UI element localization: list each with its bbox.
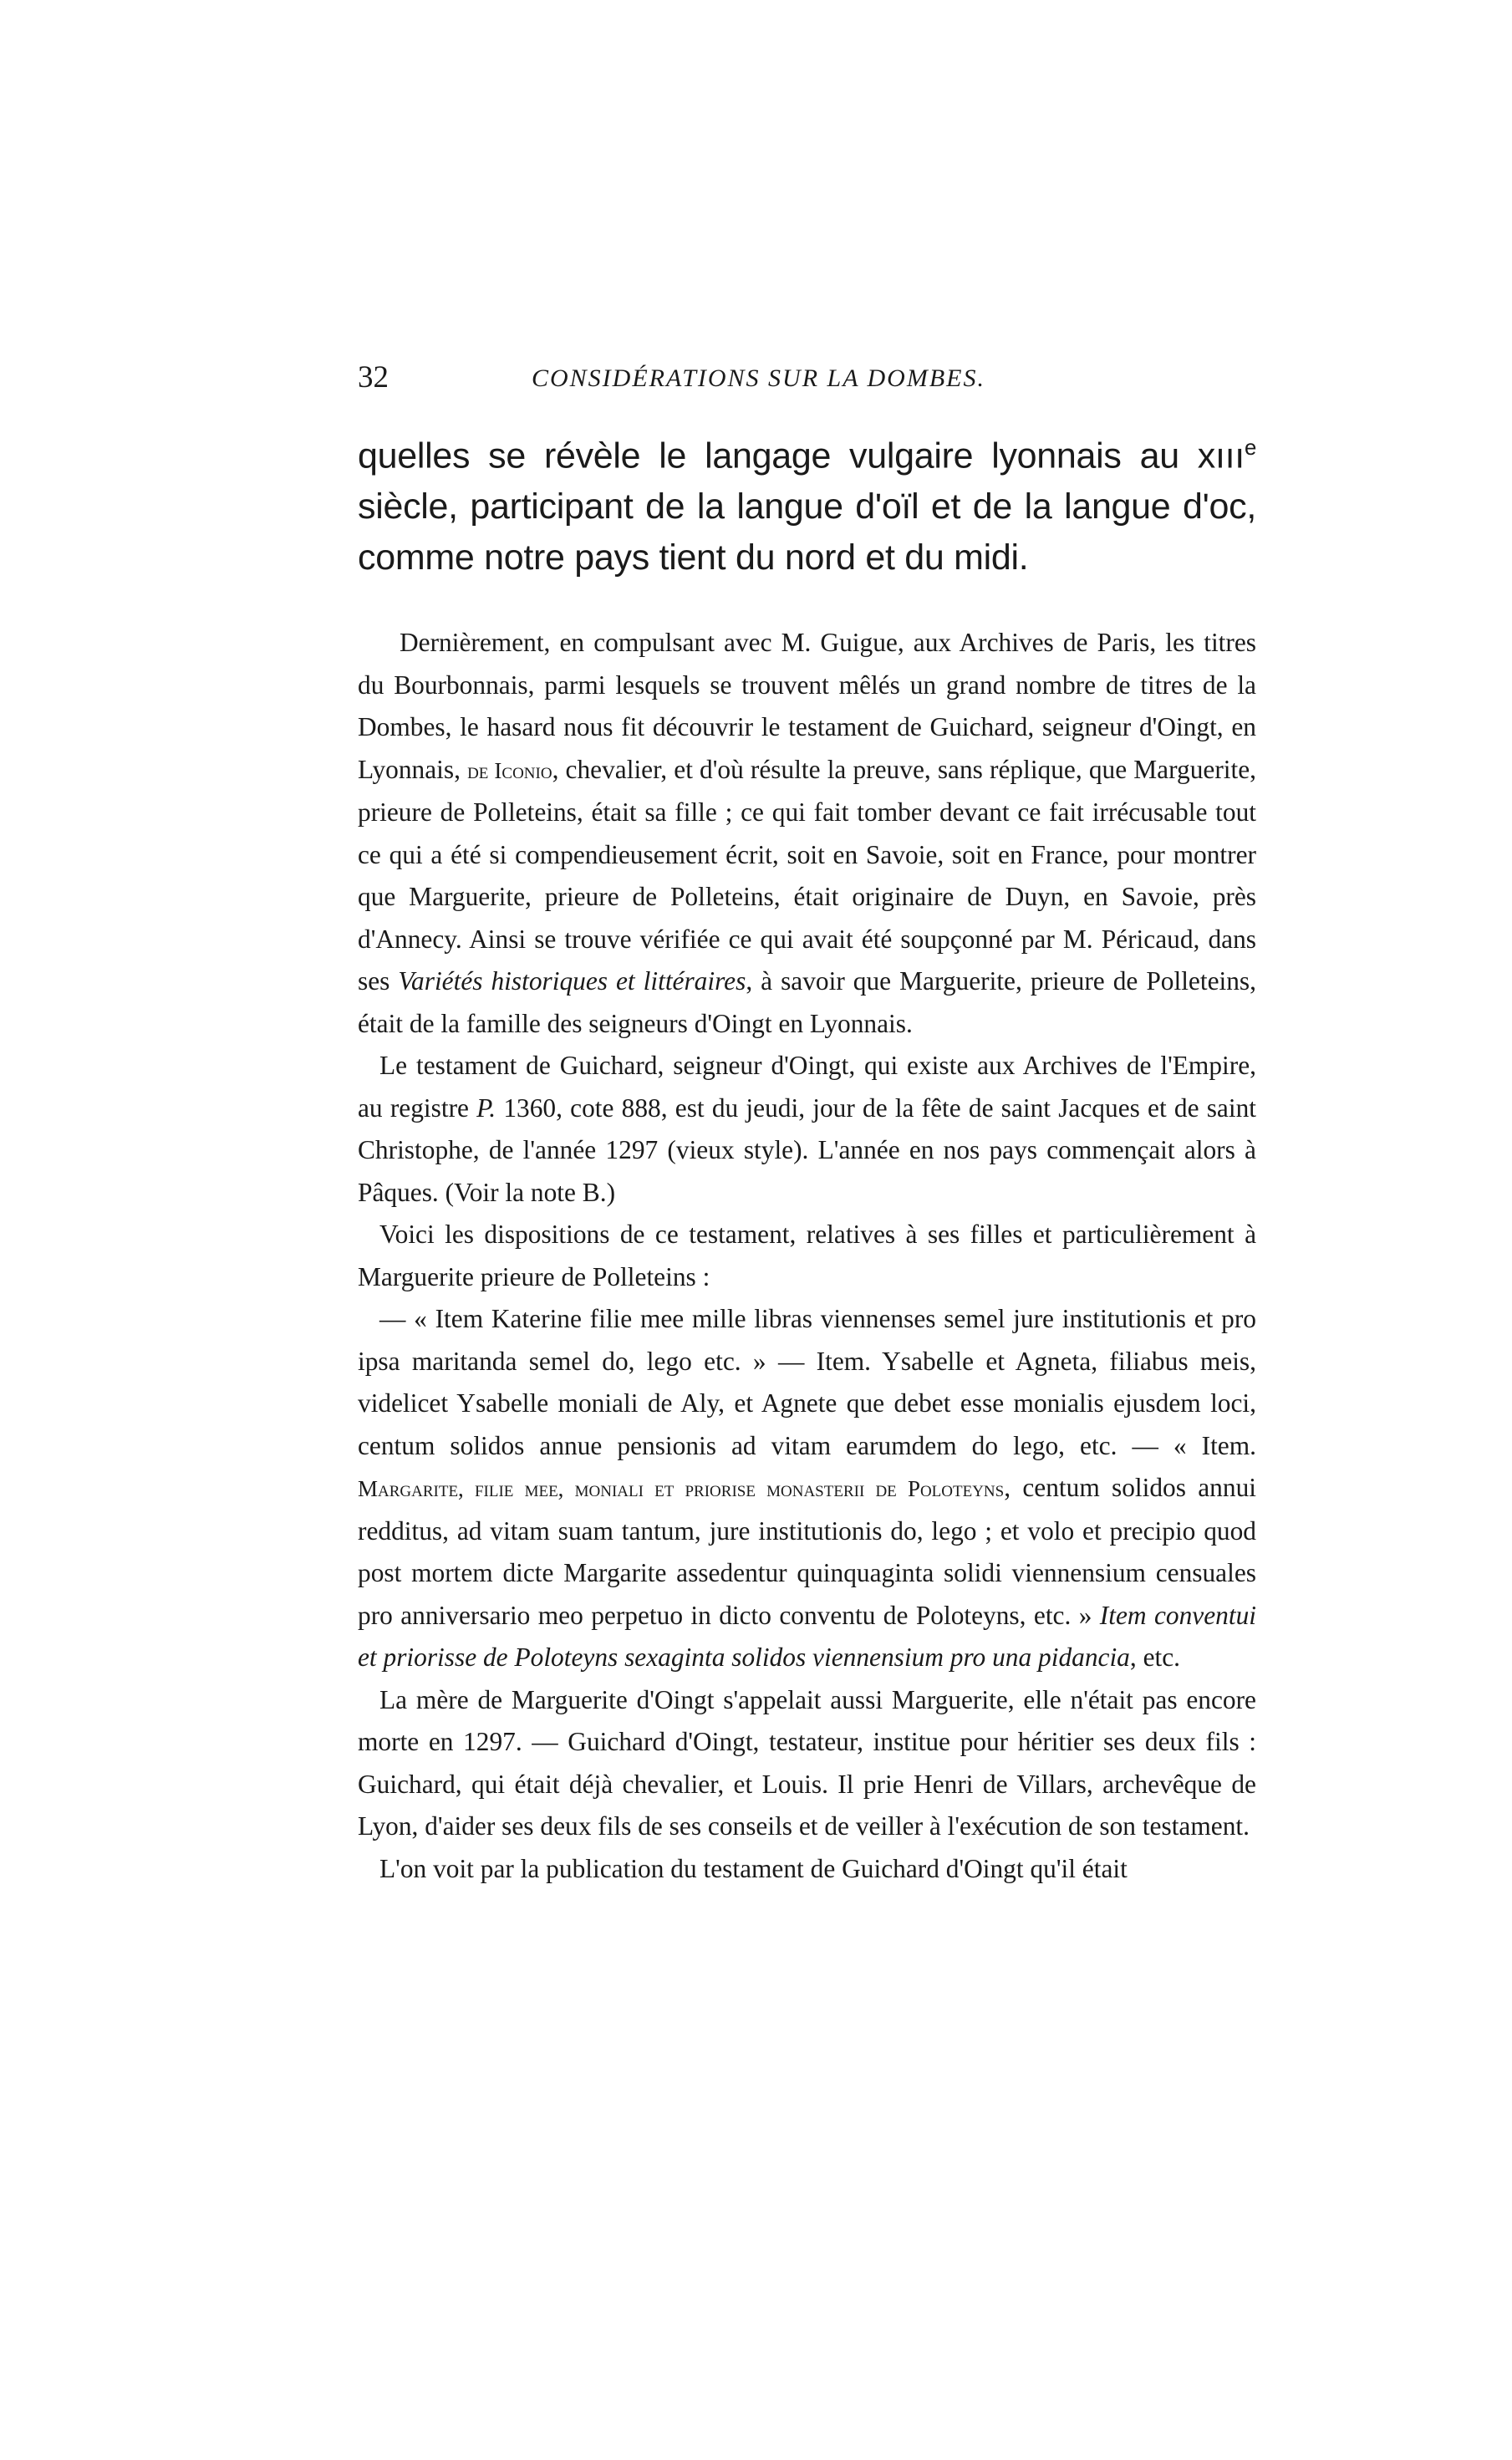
page-number: 32 (358, 360, 389, 395)
paragraph4-text-c: , etc. (1129, 1643, 1181, 1672)
paragraph-mother: La mère de Marguerite d'Oingt s'appelait aussi Marguerite, elle n'était pas encore morte en 1297. — Guichard d'Oingt, testateur, institue pour héritier ses deux fils : Guichard, qui était déjà chevalier, et Louis. Il prie Henri de Villars, archevêque de Lyon, d'aider ses deux fils de ses conseils et de veiller à l'exécution de son testament. (358, 1684, 1256, 1841)
century-numeral: xııı (1197, 435, 1245, 476)
paragraph2-text-a: Le testament de Guichard, seigneur d'Oingt, qui existe aux Archives de l'Empire, au registre (358, 1051, 1256, 1123)
intro-text-part2: siècle, participant de la langue d'oïl et de la langue d'oc, comme notre pays tient du nord et du midi. (358, 486, 1256, 578)
paragraph1-text-c: , à savoir que Marguerite, prieure de Polleteins, était de la famille des seigneurs d'Oingt en Lyonnais. (358, 966, 1256, 1038)
paragraph4-text-a: — « Item Katerine filie mee mille libras viennenses semel jure institutionis et pro ipsa maritanda semel do, lego etc. » — Item. Ysabelle et Agneta, filiabus meis, videlicet Ysabelle moniali de Aly, et Agnete que debet esse monialis ejusdem loci, centum solidos annue pensionis ad vitam earumdem do lego, etc. — « Item. (358, 1304, 1256, 1460)
paragraph2-register: P. (476, 1092, 496, 1123)
paragraph-dispositions: Voici les dispositions de ce testament, relatives à ses filles et particulièrement à Marguerite prieure de Polleteins : (358, 1220, 1256, 1291)
paragraph-discovery (358, 622, 1256, 1045)
paragraph2-text-b: 1360, cote 888, est du jeudi, jour de la fête de saint Jacques et de saint Christophe, de l'année 1297 (vieux style). L'année en nos pays commençait alors à Pâques. (Voir la note B.) (358, 1092, 1256, 1207)
body-text (358, 622, 1256, 1890)
paragraph1-smallcaps: de Iconio (467, 757, 552, 783)
paragraph4-italic: Item conventui et priorisse de Poloteyns sexaginta solidos viennensium pro una pidancia (358, 1600, 1256, 1672)
paragraph-testament (358, 1045, 1256, 1214)
paragraph1-book-title: Variétés historiques et littéraires (398, 966, 746, 996)
running-title: CONSIDÉRATIONS SUR LA DOMBES. (532, 364, 985, 392)
paragraph4-text-b: , centum solidos annui redditus, ad vitam suam tantum, jure institutionis do, lego ; et volo et precipio quod post mortem dicte Margarite assedentur quinquaginta solidi viennensium censuales pro anniversario meo perpetuo in dicto conventu de Poloteyns, etc. » (358, 1473, 1256, 1630)
paragraph4-smallcaps: Margarite, filie mee, moniali et priorise monasterii de Poloteyns (358, 1476, 1005, 1501)
paragraph1-text-a: Dernièrement, en compulsant avec M. Guigue, aux Archives de Paris, les titres du Bourbonnais, parmi lesquels se trouvent mêlés un grand nombre de titres de la Dombes, le hasard nous fit découvrir le testament de Guichard, seigneur d'Oingt, en Lyonnais, (358, 628, 1256, 784)
paragraph-latin-quote (358, 1298, 1256, 1679)
paragraph-conclusion: L'on voit par la publication du testament de Guichard d'Oingt qu'il était (379, 1853, 1128, 1883)
intro-text-part1: quelles se révèle le langage vulgaire lyonnais au (358, 435, 1198, 476)
paragraph1-text-b: , chevalier, et d'où résulte la preuve, sans réplique, que Marguerite, prieure de Polleteins, était sa fille ; ce qui fait tomber devant ce fait irrécusable tout ce qui a été si compendieusement écrit, soit en Savoie, soit en France, pour montrer que Marguerite, prieure de Polleteins, était originaire de Duyn, en Savoie, près d'Annecy. Ainsi se trouve vérifiée ce qui avait été soupçonné par M. Péricaud, dans ses (358, 754, 1257, 996)
page-header (358, 359, 1256, 410)
intro-paragraph (358, 423, 1256, 583)
century-superscript: e (1244, 436, 1256, 460)
